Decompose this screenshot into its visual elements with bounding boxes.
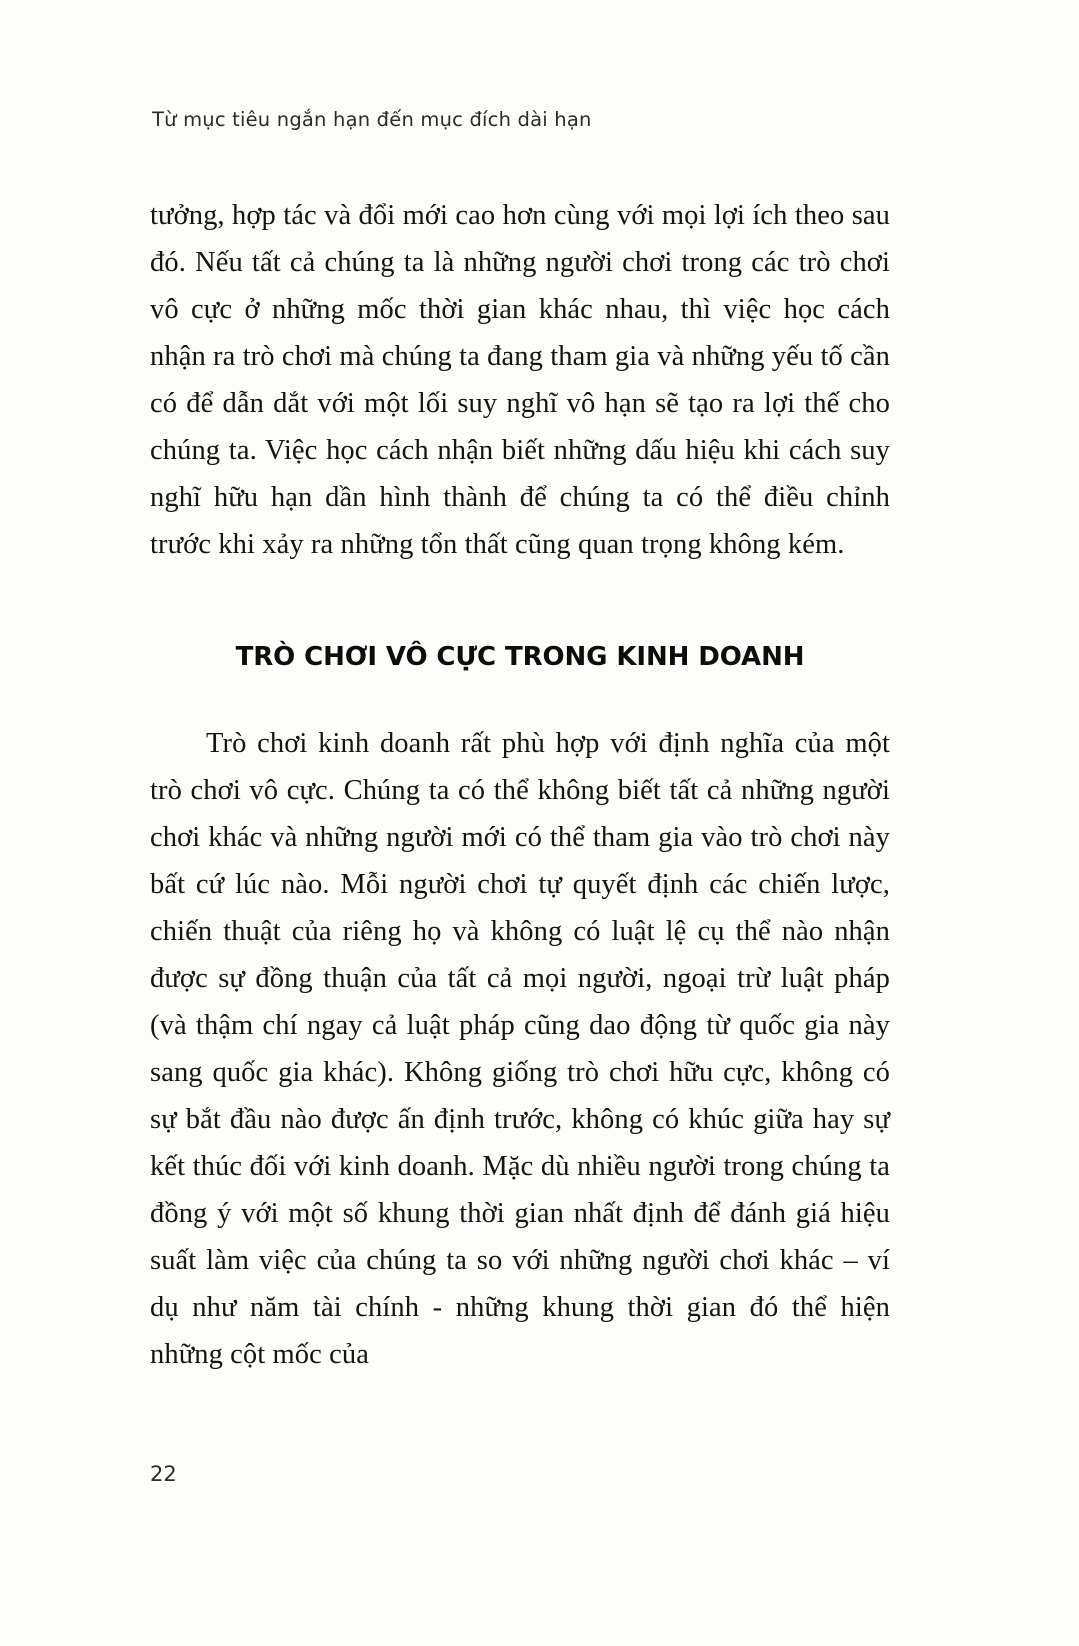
- section-heading: TRÒ CHƠI VÔ CỰC TRONG KINH DOANH: [235, 642, 805, 672]
- paragraph-section-body: Trò chơi kinh doanh rất phù hợp với định nghĩa của một trò chơi vô cực. Chúng ta có thể không biết tất cả những người chơi khác và những người mới có thể tham gia vào trò chơi này bất cứ lúc nào. Mỗi người chơi tự quyết định các chiến lược, chiến thuật của riêng họ và không có luật lệ cụ thể nào nhận được sự đồng thuận của tất cả mọi người, ngoại trừ luật pháp (và thậm chí ngay cả luật pháp cũng dao động từ quốc gia này sang quốc gia khác). Không giống trò chơi hữu cực, không có sự bắt đầu nào được ấn định trước, không có khúc giữa hay sự kết thúc đối với kinh doanh. Mặc dù nhiều người trong chúng ta đồng ý với một số khung thời gian nhất định để đánh giá hiệu suất làm việc của chúng ta so với những người chơi khác – ví dụ như năm tài chính - những khung thời gian đó thể hiện những cột mốc của: [150, 728, 890, 1370]
- spacer: [150, 672, 890, 720]
- running-head: Từ mục tiêu ngắn hạn đến mục đích dài hạn: [152, 108, 592, 131]
- paragraph-continued: tưởng, hợp tác và đổi mới cao hơn cùng với mọi lợi ích theo sau đó. Nếu tất cả chúng ta là những người chơi trong các trò chơi vô cực ở những mốc thời gian khác nhau, thì việc học cách nhận ra trò chơi mà chúng ta đang tham gia và những yếu tố cần có để dẫn dắt với một lối suy nghĩ vô hạn sẽ tạo ra lợi thế cho chúng ta. Việc học cách nhận biết những dấu hiệu khi cách suy nghĩ hữu hạn dần hình thành để chúng ta có thể điều chỉnh trước khi xảy ra những tổn thất cũng quan trọng không kém.: [150, 200, 890, 560]
- spacer: [150, 568, 890, 642]
- page-content: [150, 192, 890, 1378]
- page-number: 22: [150, 1462, 177, 1486]
